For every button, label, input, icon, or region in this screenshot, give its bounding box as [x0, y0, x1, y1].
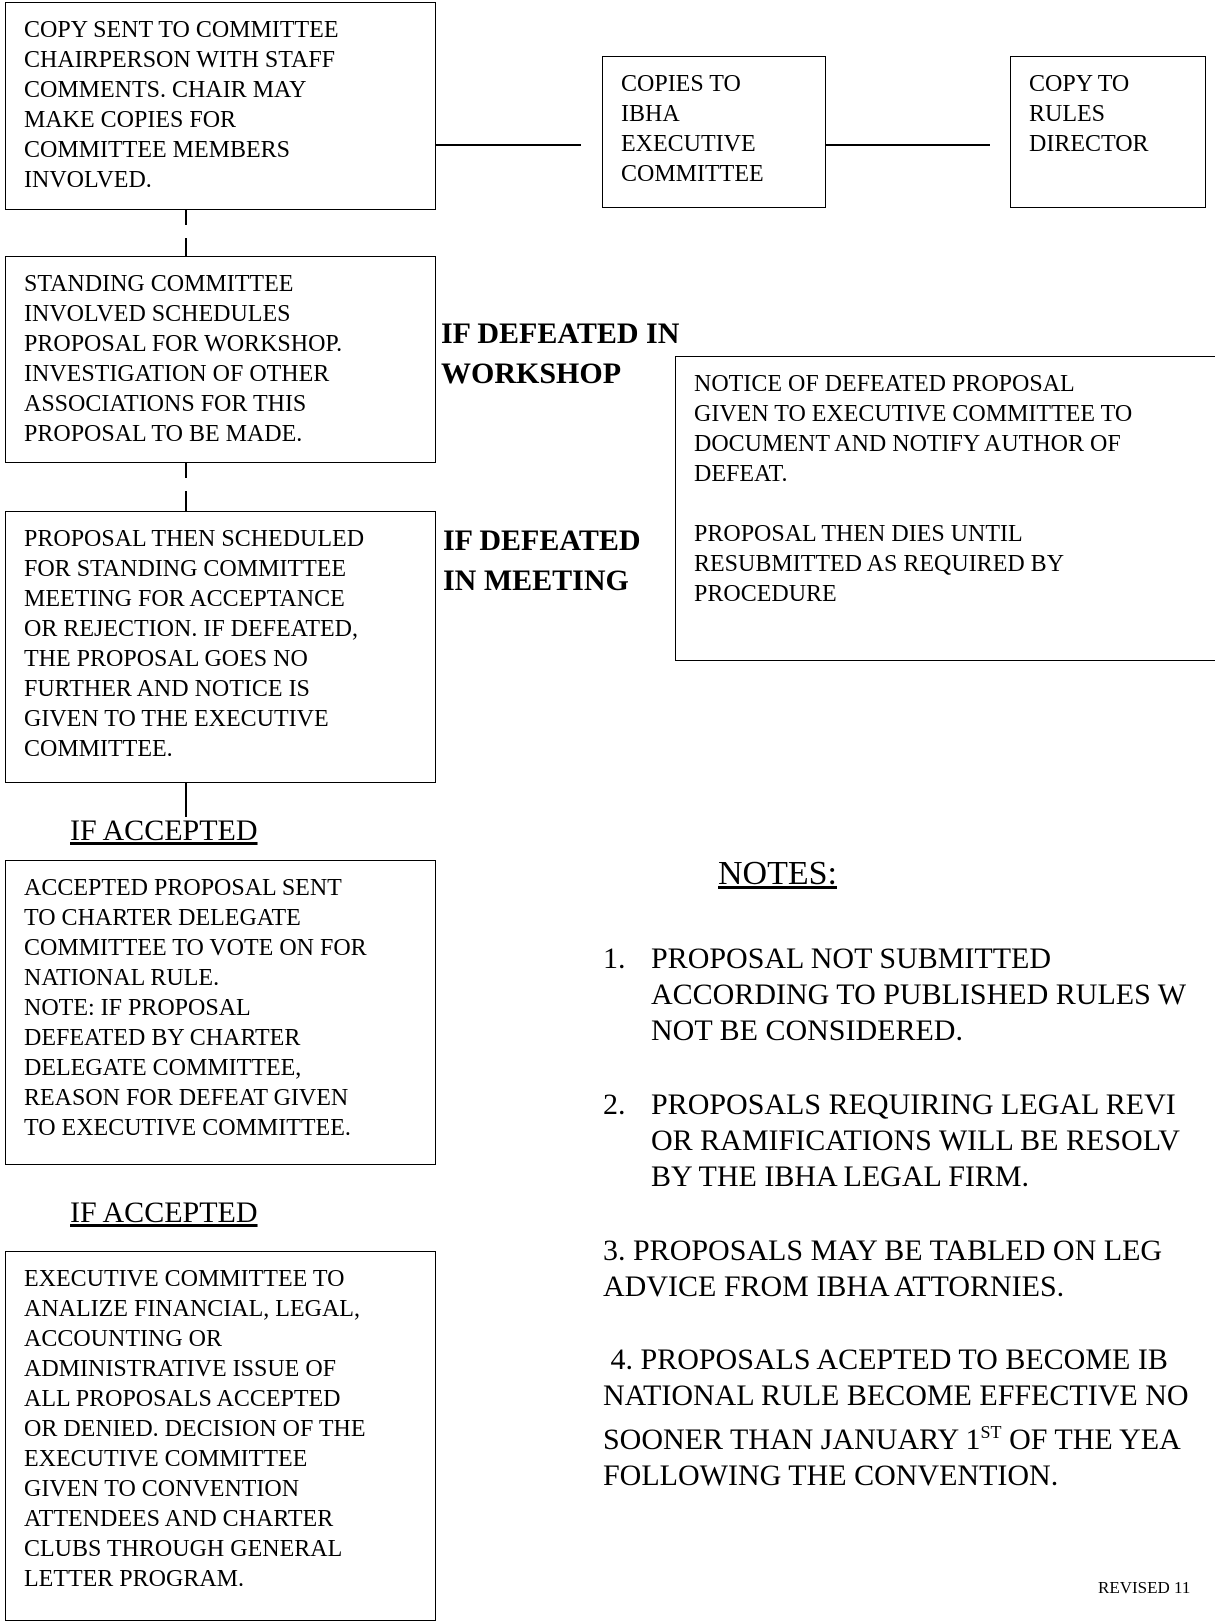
label-if-accepted-1: IF ACCEPTED	[70, 814, 258, 847]
label-if-accepted-2: IF ACCEPTED	[70, 1196, 258, 1229]
box-charter-delegate: ACCEPTED PROPOSAL SENT TO CHARTER DELEGATE COMMITTEE TO VOTE ON FOR NATIONAL RULE. NOTE: IF PROPOSAL DEFEATED BY CHARTER DELEGATE COMMITTEE, REASON FOR DEFEAT GIVEN TO EXECUTIVE COMMITTEE.	[5, 860, 436, 1165]
box-standing-committee-workshop: STANDING COMMITTEE INVOLVED SCHEDULES PROPOSAL FOR WORKSHOP. INVESTIGATION OF OTHER ASSOCIATIONS FOR THIS PROPOSAL TO BE MADE.	[5, 256, 436, 463]
connector-dashed-1b	[185, 238, 187, 256]
note-4-line-3-post: OF THE YEA	[1001, 1423, 1181, 1456]
box-copy-to-rules-director: COPY TO RULES DIRECTOR	[1010, 56, 1206, 208]
note-4-line-2: NATIONAL RULE BECOME EFFECTIVE NO	[603, 1379, 1189, 1412]
box-copies-to-ibha-executive: COPIES TO IBHA EXECUTIVE COMMITTEE	[602, 56, 826, 208]
note-4-line-3	[603, 1414, 1189, 1458]
note-4-superscript: ST	[980, 1422, 1002, 1442]
notes-title: NOTES:	[718, 855, 837, 892]
note-1-text: PROPOSAL NOT SUBMITTED ACCORDING TO PUBLISHED RULES W NOT BE CONSIDERED.	[651, 942, 1187, 1047]
note-2-number: 2.	[603, 1088, 626, 1121]
connector-exec-to-rules	[826, 144, 990, 146]
box-committee-meeting: PROPOSAL THEN SCHEDULED FOR STANDING COMMITTEE MEETING FOR ACCEPTANCE OR REJECTION. IF DEFEATED, THE PROPOSAL GOES NO FURTHER AND NOTICE IS GIVEN TO THE EXECUTIVE COMMITTEE.	[5, 511, 436, 783]
note-1-number: 1.	[603, 942, 626, 975]
connector-copy-to-exec	[435, 144, 581, 146]
note-4-line-1: 4. PROPOSALS ACEPTED TO BECOME IB	[603, 1343, 1168, 1376]
note-4	[603, 1342, 1189, 1494]
note-2-text: PROPOSALS REQUIRING LEGAL REVI OR RAMIFICATIONS WILL BE RESOLV BY THE IBHA LEGAL FIRM.	[651, 1088, 1180, 1193]
label-if-defeated-in-meeting: IF DEFEATED IN MEETING	[443, 524, 641, 597]
note-4-line-4: FOLLOWING THE CONVENTION.	[603, 1459, 1059, 1492]
box-executive-committee-analysis: EXECUTIVE COMMITTEE TO ANALIZE FINANCIAL, LEGAL, ACCOUNTING OR ADMINISTRATIVE ISSUE OF ALL PROPOSALS ACCEPTED OR DENIED. DECISION OF THE EXECUTIVE COMMITTEE GIVEN TO CONVENTION ATTENDEES AND CHARTER CLUBS THROUGH GENERAL LETTER PROGRAM.	[5, 1251, 436, 1621]
note-3-text: 3. PROPOSALS MAY BE TABLED ON LEG ADVICE FROM IBHA ATTORNIES.	[603, 1234, 1163, 1303]
box-copy-sent-to-committee: COPY SENT TO COMMITTEE CHAIRPERSON WITH STAFF COMMENTS. CHAIR MAY MAKE COPIES FOR COMMITTEE MEMBERS INVOLVED.	[5, 2, 436, 210]
box-defeat-notice: NOTICE OF DEFEATED PROPOSAL GIVEN TO EXECUTIVE COMMITTEE TO DOCUMENT AND NOTIFY AUTHOR OF DEFEAT. PROPOSAL THEN DIES UNTIL RESUBMITTED AS REQUIRED BY PROCEDURE	[675, 356, 1215, 661]
connector-dashed-1a	[185, 210, 187, 225]
connector-dashed-2a	[185, 463, 187, 478]
label-if-defeated-in-workshop: IF DEFEATED IN WORKSHOP	[441, 317, 680, 390]
revised-date: REVISED 11	[1098, 1578, 1191, 1597]
connector-dashed-2b	[185, 491, 187, 511]
connector-to-accepted	[185, 783, 187, 817]
note-4-line-3-pre: SOONER THAN JANUARY 1	[603, 1423, 981, 1456]
